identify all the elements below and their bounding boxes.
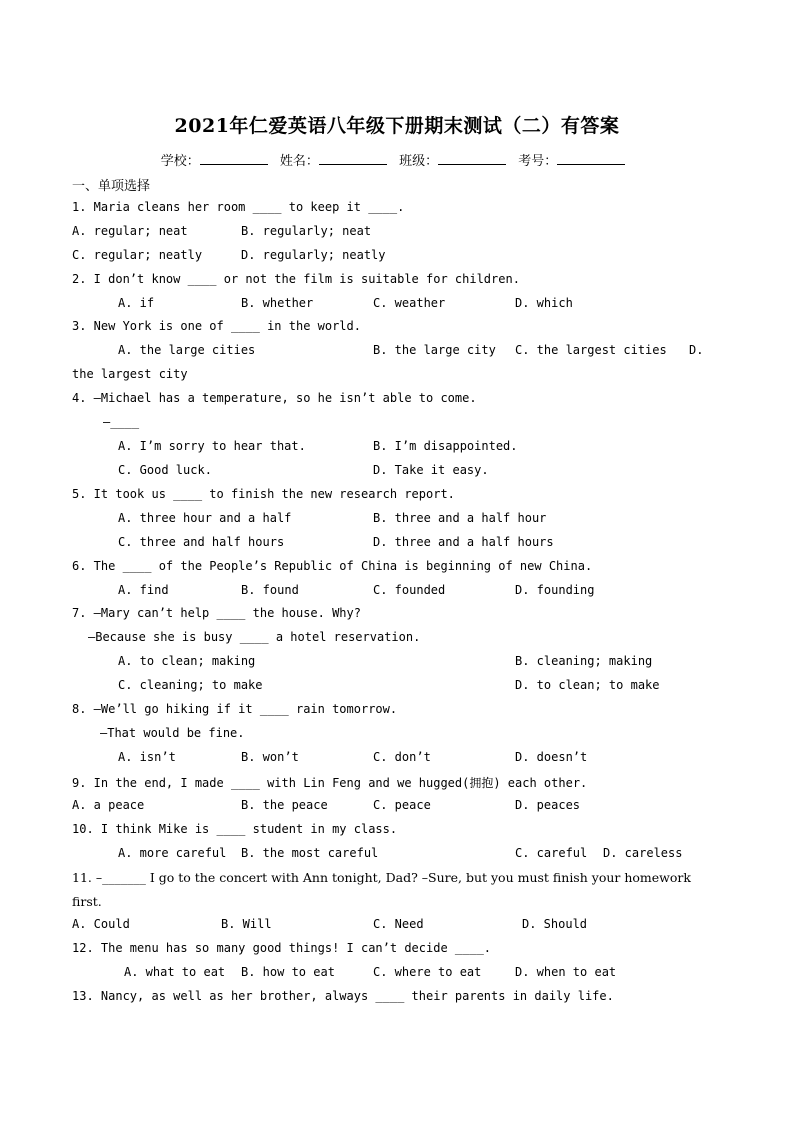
question-5: 5. It took us ____ to finish the new research report. <box>72 487 455 501</box>
question-13: 13. Nancy, as well as her brother, always ____ their parents in daily life. <box>72 989 614 1003</box>
q9-option-c: C. peace <box>373 798 431 812</box>
q8-option-d: D. doesn’t <box>515 750 588 764</box>
q4-option-a: A. I’m sorry to hear that. <box>118 439 306 453</box>
school-blank[interactable] <box>200 152 268 165</box>
q5-option-c: C. three and half hours <box>118 535 285 549</box>
number-label: 考号： <box>518 154 558 169</box>
question-3: 3. New York is one of ____ in the world. <box>72 319 361 333</box>
q8-response: —That would be fine. <box>100 726 245 740</box>
question-10: 10. I think Mike is ____ student in my class. <box>72 822 398 836</box>
q7-option-b: B. cleaning; making <box>515 654 653 668</box>
q12-option-a: A. what to eat <box>124 965 226 979</box>
question-6: 6. The ____ of the People’s Republic of China is beginning of new China. <box>72 559 593 573</box>
q1-option-a: A. regular; neat <box>72 224 188 238</box>
q8-option-c: C. don’t <box>373 750 431 764</box>
question-8: 8. —We’ll go hiking if it ____ rain tomorrow. <box>72 702 398 716</box>
q10-option-c: C. careful <box>515 846 588 860</box>
section-heading: 一、单项选择 <box>72 179 151 194</box>
question-7: 7. —Mary can’t help ____ the house. Why? <box>72 606 361 620</box>
q3-option-d-label: D. <box>689 343 704 357</box>
q5-option-a: A. three hour and a half <box>118 511 292 525</box>
q10-option-d: D. careless <box>603 846 683 860</box>
q2-option-b: B. whether <box>241 296 314 310</box>
q10-option-a: A. more careful <box>118 846 227 860</box>
q3-option-a: A. the large cities <box>118 343 256 357</box>
q3-option-c: C. the largest cities <box>515 343 667 357</box>
q11-option-b: B. Will <box>221 917 272 931</box>
q7-option-a: A. to clean; making <box>118 654 256 668</box>
question-12: 12. The menu has so many good things! I can’t decide ____. <box>72 941 492 955</box>
q5-option-b: B. three and a half hour <box>373 511 547 525</box>
question-1: 1. Maria cleans her room ____ to keep it ____. <box>72 200 405 214</box>
q4-option-d: D. Take it easy. <box>373 463 489 477</box>
number-blank[interactable] <box>557 152 625 165</box>
q7-response: —Because she is busy ____ a hotel reservation. <box>88 630 421 644</box>
q3-option-d-text: the largest city <box>72 367 188 381</box>
q7-option-c: C. cleaning; to make <box>118 678 263 692</box>
q3-option-b: B. the large city <box>373 343 496 357</box>
q4-option-b: B. I’m disappointed. <box>373 439 518 453</box>
question-4: 4. —Michael has a temperature, so he isn’t able to come. <box>72 391 477 405</box>
q11-option-d: D. Should <box>522 917 588 931</box>
q1-option-b: B. regularly; neat <box>241 224 372 238</box>
class-blank[interactable] <box>438 152 506 165</box>
q9-option-b: B. the peace <box>241 798 328 812</box>
name-blank[interactable] <box>319 152 387 165</box>
q1-option-c: C. regular; neatly <box>72 248 203 262</box>
q9-option-d: D. peaces <box>515 798 581 812</box>
q11-option-c: C. Need <box>373 917 424 931</box>
q6-option-d: D. founding <box>515 583 595 597</box>
q2-option-c: C. weather <box>373 296 446 310</box>
student-info-row <box>0 150 794 169</box>
name-label: 姓名： <box>279 154 319 169</box>
q4-option-c: C. Good luck. <box>118 463 212 477</box>
q9-option-a: A. a peace <box>72 798 145 812</box>
q5-option-d: D. three and a half hours <box>373 535 554 549</box>
page-title: 2021年仁爱英语八年级下册期末测试（二）有答案 <box>174 115 620 137</box>
q12-option-c: C. where to eat <box>373 965 482 979</box>
question-11-cont: first. <box>72 894 102 909</box>
q4-response: —____ <box>103 415 140 429</box>
q6-option-b: B. found <box>241 583 299 597</box>
q1-option-d: D. regularly; neatly <box>241 248 386 262</box>
school-label: 学校： <box>160 154 200 169</box>
q10-option-b: B. the most careful <box>241 846 379 860</box>
q7-option-d: D. to clean; to make <box>515 678 660 692</box>
question-11: 11. –_______ I go to the concert with Ann tonight, Dad? –Sure, but you must finish your homework <box>72 870 691 885</box>
question-9: 9. In the end, I made ____ with Lin Feng and we hugged(拥抱) each other. <box>72 776 588 790</box>
q6-option-a: A. find <box>118 583 169 597</box>
q8-option-b: B. won’t <box>241 750 299 764</box>
class-label: 班级： <box>399 154 439 169</box>
q12-option-b: B. how to eat <box>241 965 335 979</box>
q8-option-a: A. isn’t <box>118 750 176 764</box>
q2-option-d: D. which <box>515 296 573 310</box>
q2-option-a: A. if <box>118 296 155 310</box>
q6-option-c: C. founded <box>373 583 446 597</box>
q12-option-d: D. when to eat <box>515 965 617 979</box>
question-2: 2. I don’t know ____ or not the film is suitable for children. <box>72 272 520 286</box>
q11-option-a: A. Could <box>72 917 130 931</box>
